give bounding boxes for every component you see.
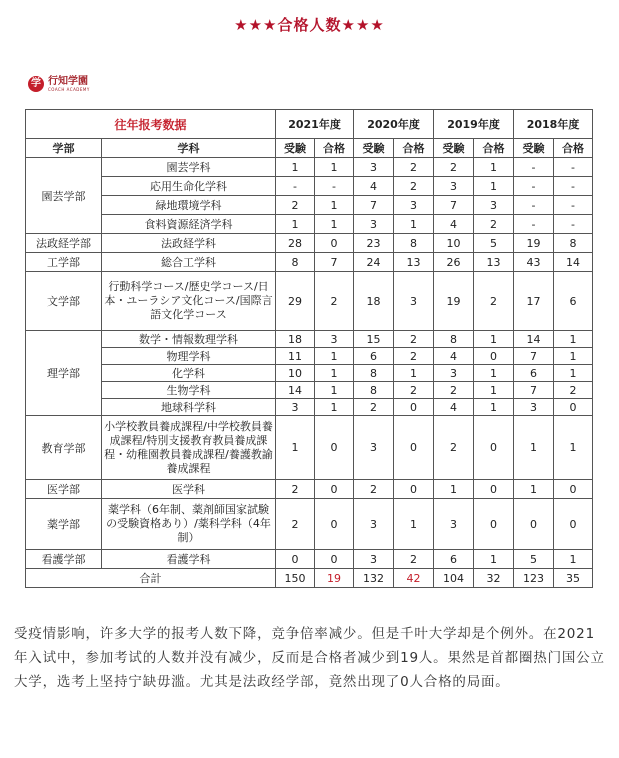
passed-cell: 0: [554, 480, 593, 499]
applicants-cell: 3: [354, 550, 394, 569]
logo-emblem-icon: 学: [28, 76, 44, 92]
department-cell: 医学科: [102, 480, 276, 499]
passed-cell: 0: [315, 480, 354, 499]
applicants-cell: 3: [434, 177, 474, 196]
passed-cell: 1: [474, 331, 514, 348]
applicants-cell: 3: [354, 416, 394, 480]
passed-cell: 0: [315, 234, 354, 253]
applicants-cell: 19: [434, 272, 474, 331]
passed-cell: 3: [394, 196, 434, 215]
applicants-cell: 2: [354, 399, 394, 416]
applicants-cell: 24: [354, 253, 394, 272]
applicants-cell: -: [276, 177, 315, 196]
applicants-cell: 0: [276, 550, 315, 569]
table-row: [26, 234, 593, 253]
department-cell: 数学・情報数理学科: [102, 331, 276, 348]
applicants-cell: 0: [514, 499, 554, 550]
passed-cell: 1: [554, 365, 593, 382]
applicants-cell: 2: [276, 480, 315, 499]
applicants-cell: 4: [434, 348, 474, 365]
applicants-cell: 4: [434, 399, 474, 416]
applicants-cell: 3: [514, 399, 554, 416]
applicants-cell: 26: [434, 253, 474, 272]
applicants-cell: 28: [276, 234, 315, 253]
applicants-cell: 18: [276, 331, 315, 348]
applicants-cell: 2: [434, 158, 474, 177]
passed-cell: 5: [474, 234, 514, 253]
applicants-cell: 1: [434, 480, 474, 499]
applicants-cell: 2: [354, 480, 394, 499]
department-column-header: 学科: [102, 139, 276, 158]
applicants-cell: 29: [276, 272, 315, 331]
passed-cell: 1: [394, 365, 434, 382]
logo-subtitle: COACH ACADEMY: [48, 87, 90, 92]
applicants-cell: 6: [434, 550, 474, 569]
faculty-cell: 薬学部: [26, 499, 102, 550]
logo: [28, 76, 90, 92]
passed-cell: 1: [474, 550, 514, 569]
passed-cell: 2: [315, 272, 354, 331]
applicants-cell: -: [514, 177, 554, 196]
department-cell: 小学校教員養成課程/中学校教員養成課程/特別支援教育教員養成課程・幼稚園教員養成課程/養護教諭養成課程: [102, 416, 276, 480]
department-cell: 化学科: [102, 365, 276, 382]
passed-cell: 0: [315, 550, 354, 569]
passed-cell: 1: [554, 416, 593, 480]
passed-cell: 1: [474, 158, 514, 177]
applicants-cell: -: [514, 196, 554, 215]
passed-header: 合格: [315, 139, 354, 158]
applicants-cell: 2: [276, 196, 315, 215]
table-body: [26, 158, 593, 588]
applicants-header: 受験: [434, 139, 474, 158]
passed-cell: -: [554, 196, 593, 215]
applicants-cell: 4: [354, 177, 394, 196]
applicants-cell: 3: [354, 499, 394, 550]
applicants-cell: 8: [354, 365, 394, 382]
table-row: [26, 365, 593, 382]
passed-cell: 1: [474, 382, 514, 399]
passed-cell: 0: [474, 348, 514, 365]
applicants-cell: 1: [276, 416, 315, 480]
passed-cell: 0: [315, 416, 354, 480]
applicants-cell: 7: [434, 196, 474, 215]
department-cell: 総合工学科: [102, 253, 276, 272]
table-row: [26, 416, 593, 480]
applicants-cell: 18: [354, 272, 394, 331]
applicants-header: 受験: [276, 139, 315, 158]
table-row: [26, 158, 593, 177]
passed-cell: 2: [394, 550, 434, 569]
applicants-cell: 19: [514, 234, 554, 253]
applicants-cell: 17: [514, 272, 554, 331]
applicants-cell: 43: [514, 253, 554, 272]
passed-cell: 1: [315, 399, 354, 416]
passed-cell: -: [315, 177, 354, 196]
faculty-column-header: 学部: [26, 139, 102, 158]
faculty-cell: 園芸学部: [26, 158, 102, 234]
passed-cell: -: [554, 177, 593, 196]
passed-cell: 1: [315, 365, 354, 382]
passed-cell: -: [554, 215, 593, 234]
passed-cell: 0: [394, 480, 434, 499]
passed-cell: 2: [474, 272, 514, 331]
applicants-cell: 14: [514, 331, 554, 348]
total-label: 合計: [26, 569, 276, 588]
total-applicants-cell: 132: [354, 569, 394, 588]
table-title: 往年报考数据: [26, 110, 276, 139]
total-passed-cell: 35: [554, 569, 593, 588]
applicants-cell: 8: [276, 253, 315, 272]
table-row: [26, 177, 593, 196]
passed-cell: 1: [474, 177, 514, 196]
applicants-cell: 3: [276, 399, 315, 416]
applicants-cell: 1: [276, 158, 315, 177]
department-cell: 緑地環境学科: [102, 196, 276, 215]
faculty-cell: 医学部: [26, 480, 102, 499]
summary-paragraph: 受疫情影响，许多大学的报考人数下降，竞争倍率减少。但是千叶大学却是个例外。在2021年入试中，参加考试的人数并没有减少，反而是合格者减少到19人。果然是首都圈热门国公立大学，选考上坚持宁缺毋滥。尤其是法政经学部，竟然出现了0人合格的局面。: [14, 626, 605, 690]
department-cell: 看護学科: [102, 550, 276, 569]
passed-cell: 14: [554, 253, 593, 272]
passed-cell: 6: [554, 272, 593, 331]
passed-header: 合格: [474, 139, 514, 158]
year-header: 2021年度: [276, 110, 354, 139]
department-cell: 物理学科: [102, 348, 276, 365]
passed-cell: 3: [394, 272, 434, 331]
passed-cell: 0: [474, 416, 514, 480]
exam-data-table: [25, 109, 593, 588]
passed-cell: 1: [474, 399, 514, 416]
applicants-cell: 6: [354, 348, 394, 365]
table-row: [26, 499, 593, 550]
total-applicants-cell: 104: [434, 569, 474, 588]
applicants-cell: 8: [354, 382, 394, 399]
applicants-cell: 15: [354, 331, 394, 348]
department-cell: 地球科学科: [102, 399, 276, 416]
passed-cell: 1: [554, 550, 593, 569]
applicants-cell: 3: [354, 215, 394, 234]
table-row: [26, 399, 593, 416]
passed-cell: 1: [554, 331, 593, 348]
passed-cell: 1: [394, 499, 434, 550]
applicants-cell: -: [514, 158, 554, 177]
page-heading: ★★★合格人数★★★: [234, 16, 385, 34]
applicants-cell: 6: [514, 365, 554, 382]
applicants-cell: 14: [276, 382, 315, 399]
passed-cell: 1: [315, 215, 354, 234]
department-cell: 園芸学科: [102, 158, 276, 177]
table-row: [26, 215, 593, 234]
passed-cell: 1: [315, 196, 354, 215]
applicants-cell: 4: [434, 215, 474, 234]
applicants-header: 受験: [514, 139, 554, 158]
year-header: 2019年度: [434, 110, 514, 139]
passed-cell: 7: [315, 253, 354, 272]
faculty-cell: 文学部: [26, 272, 102, 331]
applicants-cell: 1: [276, 215, 315, 234]
passed-cell: 1: [315, 348, 354, 365]
applicants-cell: 10: [434, 234, 474, 253]
department-cell: 食料資源経済学科: [102, 215, 276, 234]
faculty-cell: 工学部: [26, 253, 102, 272]
passed-cell: 0: [394, 416, 434, 480]
department-cell: 行動科学コース/歴史学コース/日本・ユーラシア文化コース/国際言語文化学コース: [102, 272, 276, 331]
logo-name: 行知学園: [48, 76, 88, 87]
passed-header: 合格: [394, 139, 434, 158]
passed-cell: 3: [315, 331, 354, 348]
table-row: [26, 196, 593, 215]
passed-cell: 3: [474, 196, 514, 215]
department-cell: 応用生命化学科: [102, 177, 276, 196]
passed-header: 合格: [554, 139, 593, 158]
passed-cell: 2: [474, 215, 514, 234]
passed-cell: 8: [554, 234, 593, 253]
year-header: 2020年度: [354, 110, 434, 139]
total-passed-cell: 32: [474, 569, 514, 588]
total-applicants-cell: 150: [276, 569, 315, 588]
faculty-cell: 教育学部: [26, 416, 102, 480]
applicants-cell: 3: [354, 158, 394, 177]
table-row: [26, 480, 593, 499]
applicants-cell: 2: [434, 416, 474, 480]
department-cell: 生物学科: [102, 382, 276, 399]
faculty-cell: 看護学部: [26, 550, 102, 569]
passed-cell: 1: [394, 215, 434, 234]
applicants-cell: 2: [276, 499, 315, 550]
applicants-cell: 3: [434, 499, 474, 550]
total-passed-cell: 42: [394, 569, 434, 588]
passed-cell: 1: [315, 382, 354, 399]
passed-cell: 2: [554, 382, 593, 399]
passed-cell: 2: [394, 348, 434, 365]
applicants-cell: 11: [276, 348, 315, 365]
passed-cell: 1: [474, 365, 514, 382]
passed-cell: 2: [394, 331, 434, 348]
table-row: [26, 348, 593, 365]
applicants-cell: 23: [354, 234, 394, 253]
passed-cell: 0: [315, 499, 354, 550]
passed-cell: 0: [394, 399, 434, 416]
applicants-cell: 1: [514, 480, 554, 499]
passed-cell: 2: [394, 382, 434, 399]
passed-cell: 0: [554, 399, 593, 416]
applicants-cell: 7: [514, 348, 554, 365]
passed-cell: 13: [394, 253, 434, 272]
passed-cell: -: [554, 158, 593, 177]
applicants-cell: 8: [434, 331, 474, 348]
applicants-cell: -: [514, 215, 554, 234]
applicants-cell: 1: [514, 416, 554, 480]
table-row: [26, 382, 593, 399]
passed-cell: 0: [474, 499, 514, 550]
passed-cell: 13: [474, 253, 514, 272]
table-row: [26, 253, 593, 272]
passed-cell: 1: [554, 348, 593, 365]
total-passed-cell: 19: [315, 569, 354, 588]
table-row: [26, 272, 593, 331]
applicants-header: 受験: [354, 139, 394, 158]
faculty-cell: 法政経学部: [26, 234, 102, 253]
year-header: 2018年度: [514, 110, 593, 139]
applicants-cell: 7: [354, 196, 394, 215]
applicants-cell: 10: [276, 365, 315, 382]
passed-cell: 2: [394, 158, 434, 177]
total-applicants-cell: 123: [514, 569, 554, 588]
table-row: [26, 550, 593, 569]
passed-cell: 0: [554, 499, 593, 550]
passed-cell: 8: [394, 234, 434, 253]
passed-cell: 1: [315, 158, 354, 177]
faculty-cell: 理学部: [26, 331, 102, 416]
passed-cell: 2: [394, 177, 434, 196]
applicants-cell: 2: [434, 382, 474, 399]
applicants-cell: 7: [514, 382, 554, 399]
department-cell: 薬学科（6年制、薬剤師国家試験の受験資格あり）/薬科学科（4年制）: [102, 499, 276, 550]
table-row: [26, 331, 593, 348]
applicants-cell: 3: [434, 365, 474, 382]
total-row: [26, 569, 593, 588]
department-cell: 法政経学科: [102, 234, 276, 253]
passed-cell: 0: [474, 480, 514, 499]
applicants-cell: 5: [514, 550, 554, 569]
